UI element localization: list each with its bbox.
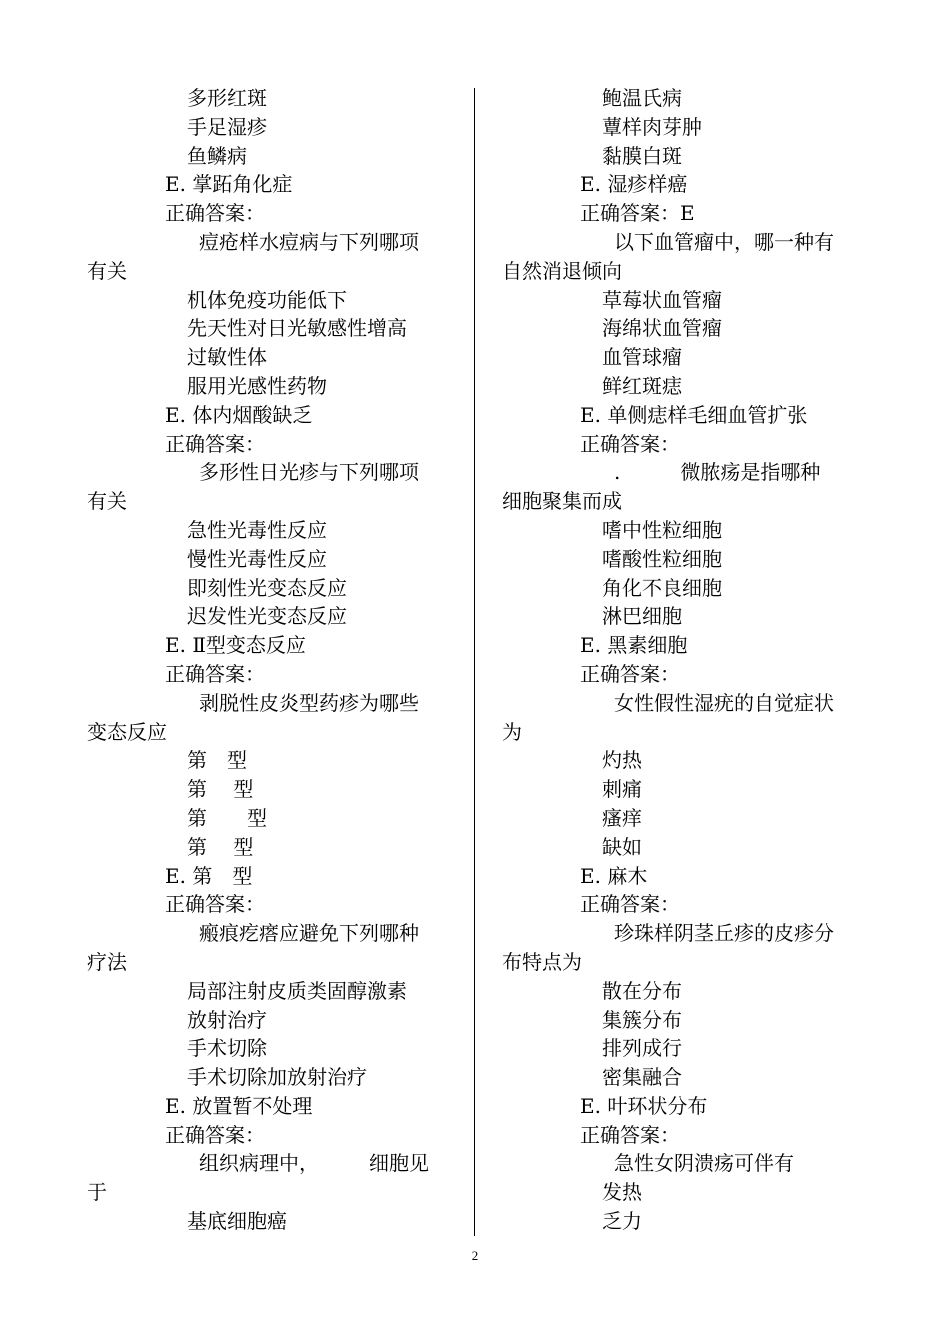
answer-option-e: E. 第 型 xyxy=(165,863,253,888)
answer-option: 先天性对日光敏感性增高 xyxy=(187,316,407,341)
correct-answer-label: 正确答案： xyxy=(165,661,265,686)
answer-option: 散在分布 xyxy=(602,978,682,1003)
correct-answer-label: 正确答案： xyxy=(165,1122,265,1147)
answer-option: 黏膜白斑 xyxy=(602,143,682,168)
answer-option: 刺痛 xyxy=(602,777,642,802)
correct-answer-label: 正确答案：E xyxy=(580,201,695,226)
question-text-continued: 疗法 xyxy=(87,949,127,974)
question-text: 剥脱性皮炎型药疹为哪些 xyxy=(199,690,419,715)
right-column xyxy=(502,84,892,1236)
question-text-continued: 自然消退倾向 xyxy=(502,258,622,283)
answer-option: 缺如 xyxy=(602,834,642,859)
answer-option: 瘙痒 xyxy=(602,805,642,830)
answer-option-e: E. 掌跖角化症 xyxy=(165,172,293,197)
answer-option-e: E. Ⅱ型变态反应 xyxy=(165,633,306,658)
answer-option: 灼热 xyxy=(602,748,642,773)
correct-answer-label: 正确答案： xyxy=(580,1122,680,1147)
answer-option: 多形红斑 xyxy=(187,86,267,110)
answer-option: 海绵状血管瘤 xyxy=(602,316,722,341)
answer-option: 第 型 xyxy=(187,805,267,830)
left-column xyxy=(87,84,477,1236)
answer-option: 第 型 xyxy=(187,777,254,802)
answer-option: 机体免疫功能低下 xyxy=(187,287,347,312)
question-text: 女性假性湿疣的自觉症状 xyxy=(614,690,834,715)
answer-option: 第 型 xyxy=(187,834,254,859)
answer-option: 淋巴细胞 xyxy=(602,604,682,629)
answer-option: 血管球瘤 xyxy=(602,345,682,370)
question-text: 瘢痕疙瘩应避免下列哪种 xyxy=(199,921,419,946)
answer-option: 局部注射皮质类固醇激素 xyxy=(187,978,407,1003)
answer-option: 角化不良细胞 xyxy=(602,575,722,600)
answer-option: 第 型 xyxy=(187,748,247,773)
answer-option: 手足湿疹 xyxy=(187,114,267,139)
answer-option: 蕈样肉芽肿 xyxy=(602,114,702,139)
answer-option: 慢性光毒性反应 xyxy=(187,546,327,571)
answer-option: 嗜酸性粒细胞 xyxy=(602,546,722,571)
correct-answer-label: 正确答案： xyxy=(580,661,680,686)
answer-option: 鲍温氏病 xyxy=(602,86,682,110)
answer-option: 基底细胞癌 xyxy=(187,1209,287,1234)
correct-answer-label: 正确答案： xyxy=(580,892,680,917)
answer-option-e: E. 黑素细胞 xyxy=(580,633,688,658)
question-text: 组织病理中， 细胞见 xyxy=(199,1151,429,1176)
answer-option: 集簇分布 xyxy=(602,1007,682,1032)
page-number: 2 xyxy=(471,1248,479,1263)
question-text: 痘疮样水痘病与下列哪项 xyxy=(199,229,419,254)
answer-option: 迟发性光变态反应 xyxy=(187,604,347,629)
column-divider xyxy=(474,88,475,1236)
answer-option: 服用光感性药物 xyxy=(187,373,327,398)
answer-option-e: E. 体内烟酸缺乏 xyxy=(165,402,313,427)
correct-answer-label: 正确答案： xyxy=(580,431,680,456)
answer-option: 乏力 xyxy=(602,1209,642,1234)
answer-option-e: E. 湿疹样癌 xyxy=(580,172,688,197)
answer-option: 急性光毒性反应 xyxy=(187,517,327,542)
answer-option: 过敏性体 xyxy=(187,345,267,370)
answer-option-e: E. 麻木 xyxy=(580,863,648,888)
question-text-continued: 为 xyxy=(502,719,522,744)
answer-option-e: E. 单侧痣样毛细血管扩张 xyxy=(580,402,808,427)
answer-option: 手术切除 xyxy=(187,1036,267,1061)
question-text: 多形性日光疹与下列哪项 xyxy=(199,460,419,485)
question-text-continued: 有关 xyxy=(87,489,127,514)
question-text-continued: 有关 xyxy=(87,258,127,283)
answer-option: 即刻性光变态反应 xyxy=(187,575,347,600)
question-text-continued: 变态反应 xyxy=(87,719,167,744)
answer-option: 嗜中性粒细胞 xyxy=(602,517,722,542)
question-text-continued: 细胞聚集而成 xyxy=(502,489,622,514)
answer-option: 密集融合 xyxy=(602,1065,682,1090)
answer-option: 鲜红斑痣 xyxy=(602,373,682,398)
answer-option-e: E. 叶环状分布 xyxy=(580,1093,708,1118)
correct-answer-label: 正确答案： xyxy=(165,892,265,917)
answer-option: 放射治疗 xyxy=(187,1007,267,1032)
answer-option: 发热 xyxy=(602,1180,642,1205)
question-text-continued: 于 xyxy=(87,1180,107,1205)
answer-option: 排列成行 xyxy=(602,1036,682,1061)
answer-option-e: E. 放置暂不处理 xyxy=(165,1093,313,1118)
answer-option: 手术切除加放射治疗 xyxy=(187,1065,367,1090)
answer-option: 草莓状血管瘤 xyxy=(602,287,722,312)
question-text: 急性女阴溃疡可伴有 xyxy=(614,1151,794,1176)
answer-option: 鱼鳞病 xyxy=(187,143,247,168)
question-text: 以下血管瘤中，哪一种有 xyxy=(614,229,834,254)
correct-answer-label: 正确答案： xyxy=(165,431,265,456)
correct-answer-label: 正确答案： xyxy=(165,201,265,226)
question-text: . 微脓疡是指哪种 xyxy=(614,460,821,485)
question-text: 珍珠样阴茎丘疹的皮疹分 xyxy=(614,921,834,946)
question-text-continued: 布特点为 xyxy=(502,949,582,974)
